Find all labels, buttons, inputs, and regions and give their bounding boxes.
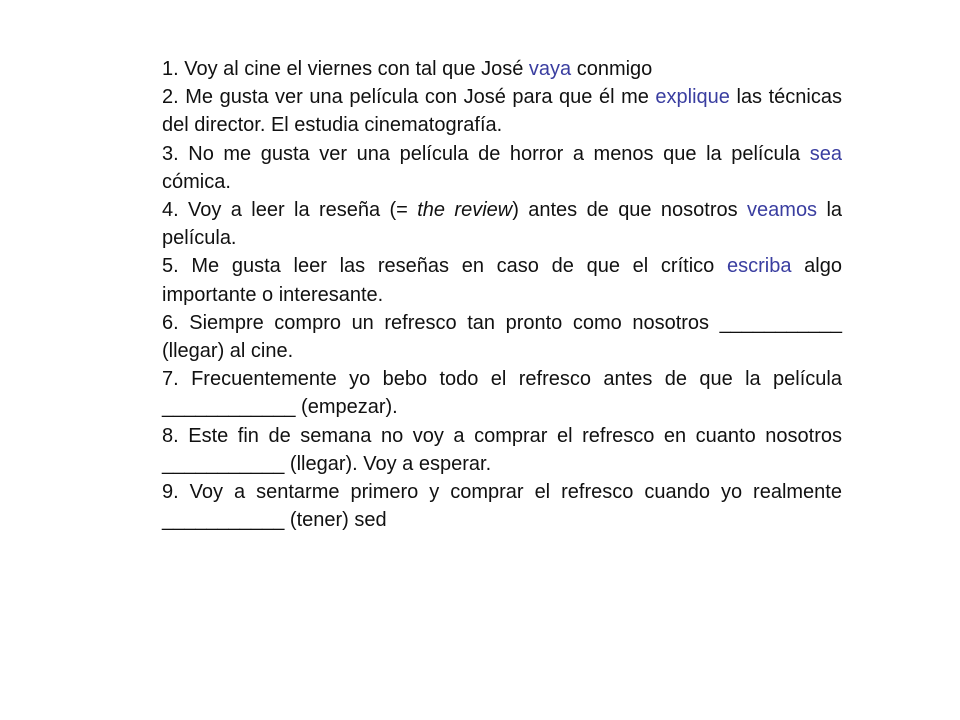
answer-blank: ___________: [162, 509, 285, 532]
item-text: ) antes de que nosotros: [512, 199, 748, 222]
item-text: la película.: [162, 199, 843, 250]
item-text: (llegar). Voy a esperar.: [284, 452, 492, 475]
item-text: 2. Me gusta ver una película con José para que él me: [162, 86, 656, 109]
exercise-item-9: [162, 478, 842, 534]
answer-word: sea: [809, 142, 842, 165]
italic-gloss: the review: [417, 199, 513, 222]
item-text: 9. Voy a sentarme primero y comprar el refresco cuando yo realmente: [162, 481, 842, 504]
item-text: algo importante o interesante.: [162, 255, 842, 306]
item-text: 7. Frecuentemente yo bebo todo el refresco antes de que la película: [162, 368, 842, 391]
item-text: (tener) sed: [284, 509, 387, 532]
item-text: 5. Me gusta leer las reseñas en caso de que el crítico: [162, 255, 727, 278]
answer-blank: ___________: [719, 311, 842, 334]
exercise-item-1: [162, 55, 842, 83]
exercise-item-8: [162, 422, 842, 478]
item-text: 4. Voy a leer la reseña (=: [162, 199, 418, 222]
item-text: 6. Siempre compro un refresco tan pronto como nosotros: [162, 311, 720, 334]
answer-blank: ____________: [162, 396, 296, 419]
item-text: las técnicas del director. El estudia cinematografía.: [162, 86, 842, 137]
answer-word: explique: [655, 86, 730, 109]
exercise-item-6: [162, 309, 842, 365]
answer-word: escriba: [726, 255, 792, 278]
item-text: (empezar).: [295, 396, 398, 419]
exercise-list: [162, 55, 842, 534]
exercise-item-2: [162, 83, 842, 139]
item-text: 8. Este fin de semana no voy a comprar el refresco en cuanto nosotros: [162, 424, 842, 447]
item-text: 3. No me gusta ver una película de horror a menos que la película: [162, 142, 810, 165]
item-text: cómica.: [162, 170, 231, 193]
item-text: conmigo: [571, 58, 653, 80]
exercise-item-3: [162, 140, 842, 196]
item-text: (llegar) al cine.: [162, 340, 294, 363]
exercise-item-4: [162, 196, 842, 252]
exercise-item-7: [162, 365, 842, 421]
exercise-item-5: [162, 252, 842, 308]
answer-word: veamos: [747, 199, 818, 222]
answer-word: vaya: [528, 58, 572, 80]
answer-blank: ___________: [162, 452, 285, 475]
item-text: 1. Voy al cine el viernes con tal que José: [162, 58, 529, 80]
